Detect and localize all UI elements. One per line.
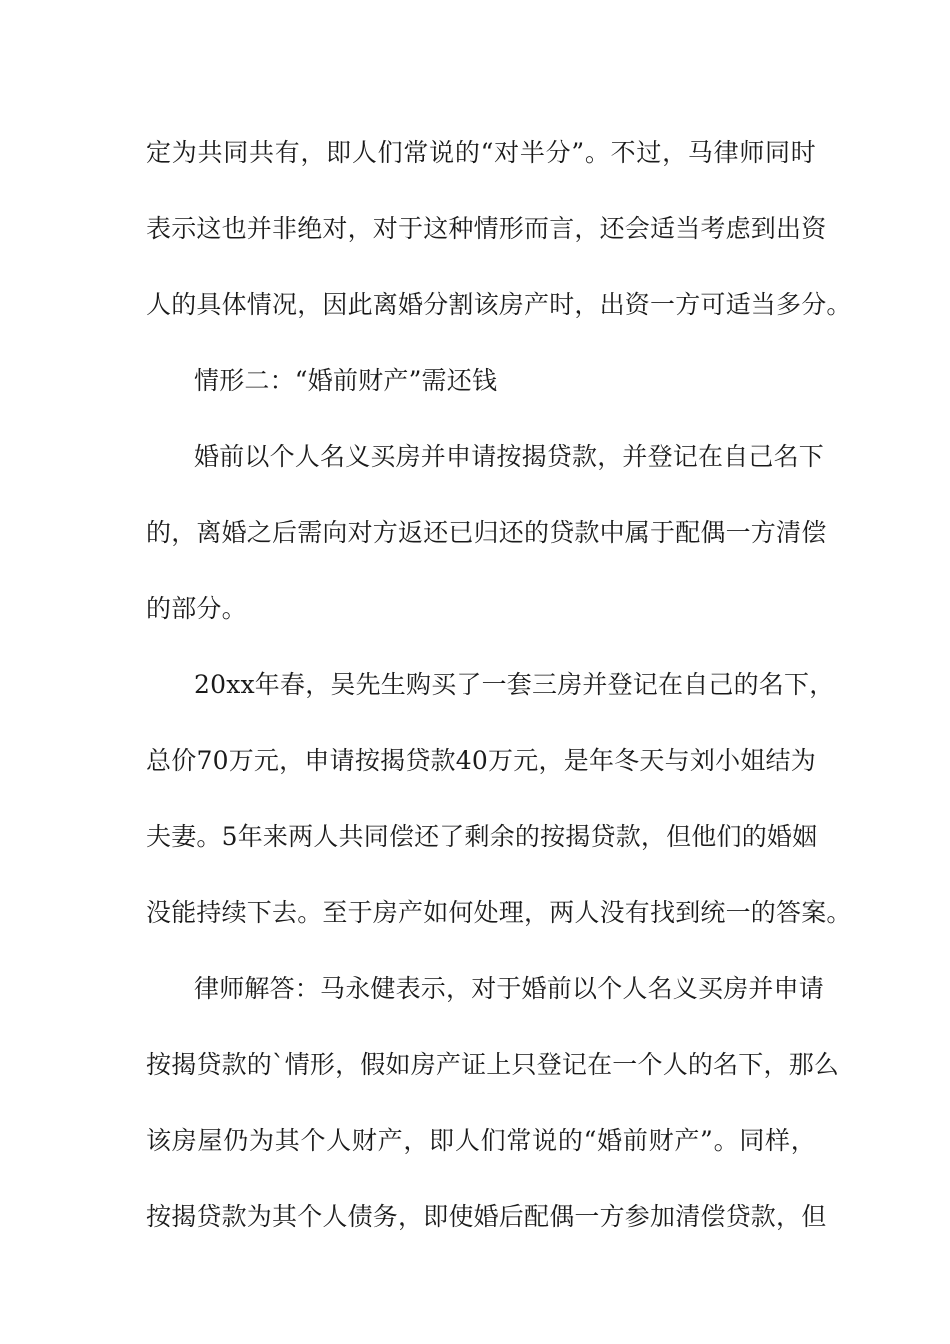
text-line: 夫妻。5年来两人共同偿还了剩余的按揭贷款，但他们的婚姻	[146, 822, 818, 851]
text-line: 没能持续下去。至于房产如何处理，两人没有找到统一的答案。	[146, 898, 852, 927]
text-line: 律师解答：马永健表示，对于婚前以个人名义买房并申请	[194, 974, 825, 1003]
text-line: 表示这也并非绝对，对于这种情形而言，还会适当考虑到出资	[146, 214, 827, 243]
document-body	[146, 131, 852, 1271]
text-line: 的部分。	[146, 594, 247, 623]
text-line: 按揭贷款的`情形，假如房产证上只登记在一个人的名下，那么	[146, 1050, 840, 1079]
text-line: 20xx年春，吴先生购买了一套三房并登记在自己的名下，	[194, 670, 835, 699]
text-line: 人的具体情况，因此离婚分割该房产时，出资一方可适当多分。	[146, 290, 852, 319]
text-line: 按揭贷款为其个人债务，即使婚后配偶一方参加清偿贷款，但	[146, 1202, 827, 1231]
text-line: 婚前以个人名义买房并申请按揭贷款，并登记在自己名下	[194, 442, 825, 471]
text-line: 该房屋仍为其个人财产，即人们常说的“婚前财产”。同样，	[146, 1126, 816, 1155]
section-heading: 情形二：“婚前财产”需还钱	[194, 366, 498, 395]
text-line: 的，离婚之后需向对方返还已归还的贷款中属于配偶一方清偿	[146, 518, 827, 547]
text-line: 总价70万元，申请按揭贷款40万元，是年冬天与刘小姐结为	[146, 746, 816, 775]
text-line: 定为共同共有，即人们常说的“对半分”。不过，马律师同时	[146, 138, 816, 167]
